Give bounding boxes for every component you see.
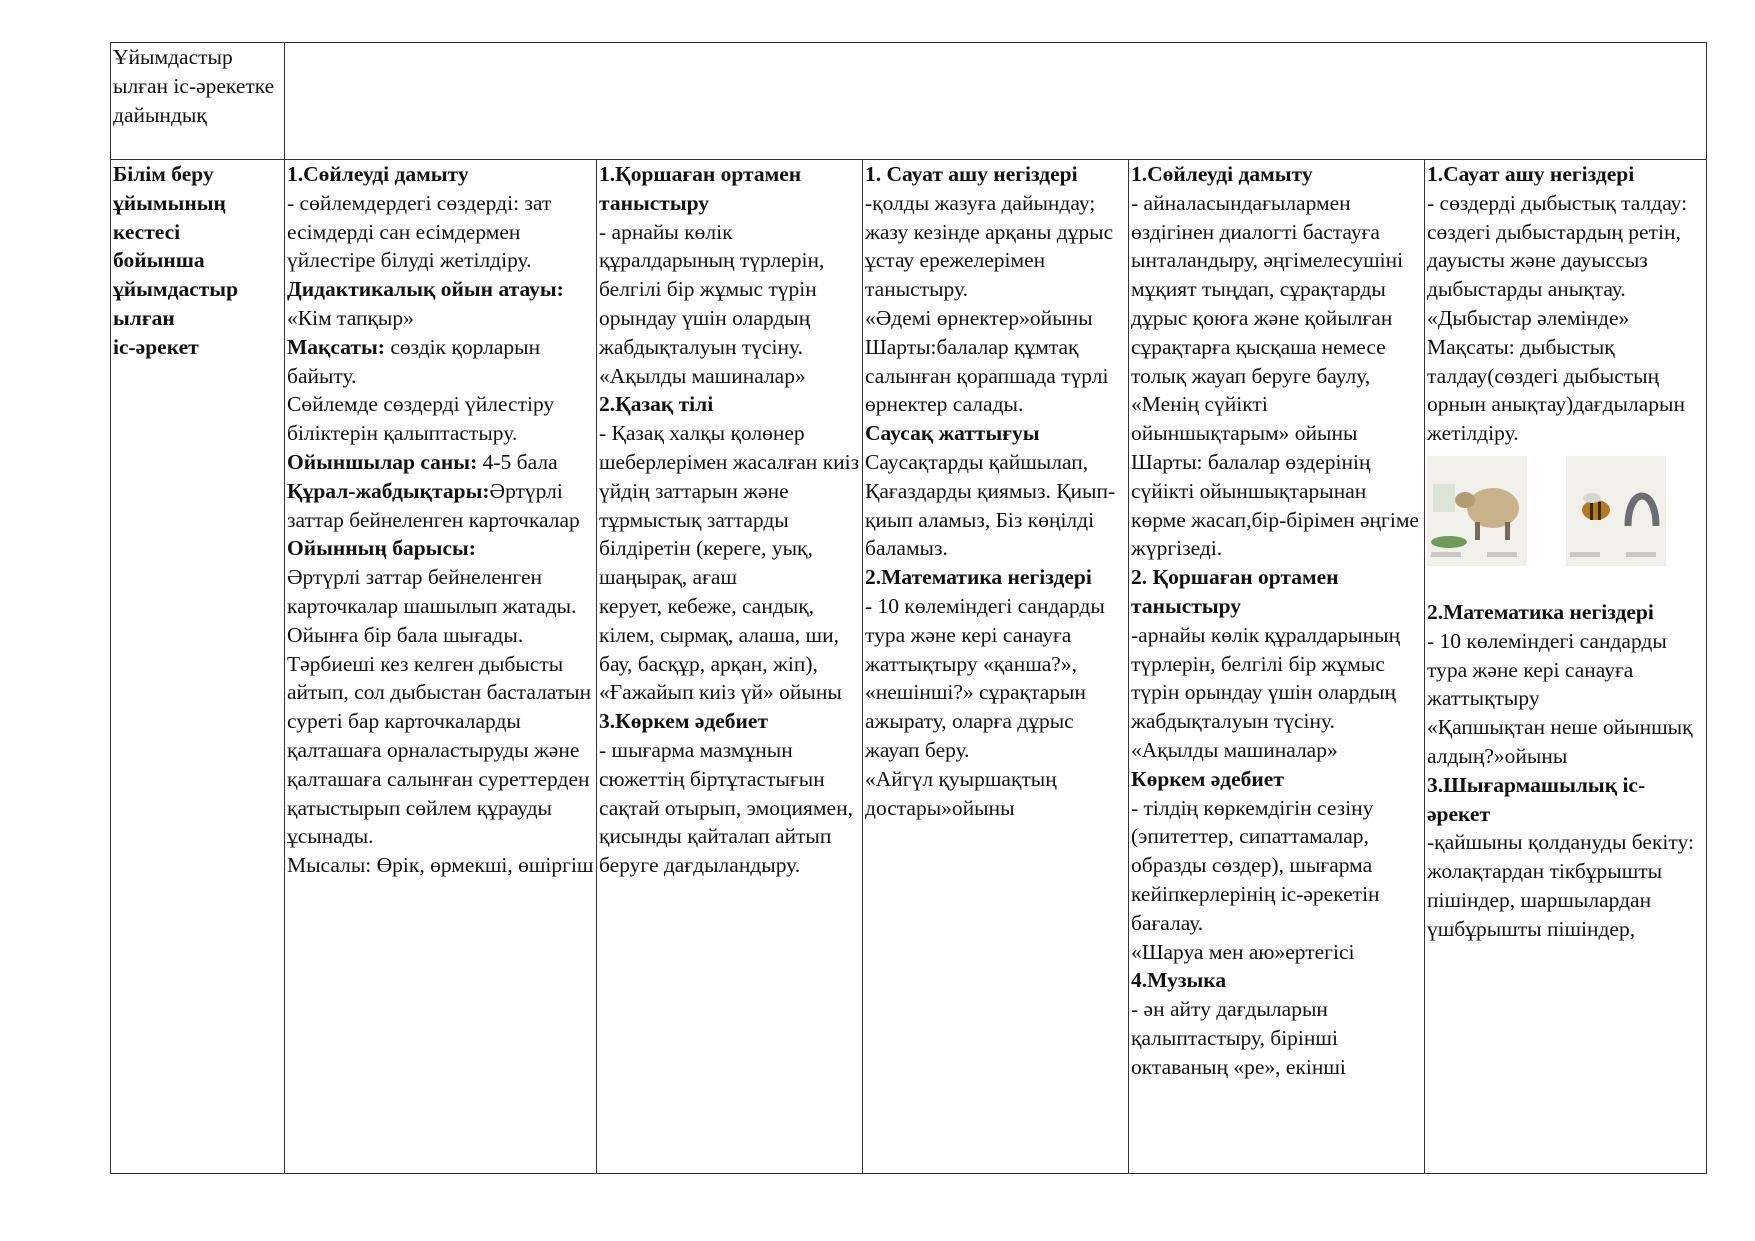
paragraph-text [1427,627,1704,713]
paragraph-text [1427,828,1704,943]
field-text: - сөздерді дыбыстық талдау: сөздегі дыбыстардың ретін, дауысты және дауыссыз дыбыстарды анықтау. [1427,190,1688,302]
section-heading [287,534,594,563]
paragraph-text [1131,736,1422,765]
field-text: 1.Қоршаған ортамен таныстыру [599,162,802,215]
paragraph-text [1131,621,1422,736]
schedule-table [110,42,1707,1174]
paragraph-text [865,304,1126,333]
field-text: «Дыбыстар әлемінде» [1427,305,1630,330]
section-heading [599,390,860,419]
friday-cell [1425,160,1707,1174]
paragraph-text [599,678,860,707]
paragraph-text [287,851,594,880]
friday-content-bottom [1427,598,1704,944]
section-heading [287,160,594,189]
paragraph-text [1427,333,1704,448]
row-label-preparation [111,43,285,160]
field-text: Ойынның барысы: [287,536,476,561]
paragraph-text [599,592,860,678]
paragraph-text [287,333,594,391]
field-text: - ән айту дағдыларын қалыптастыру, бірінші октаваның «ре», екінші [1131,997,1346,1079]
field-text: Саусақ жаттығуы [865,421,1040,446]
field-text: Мақсаты: дыбыстық талдау(сөздегі дыбыстың орнын анықтау)дағдыларын жетілдіру. [1427,334,1685,446]
paragraph-text [287,621,594,851]
section-heading [1427,598,1704,627]
tuesday-cell [597,160,863,1174]
field-text: 4.Музыка [1131,968,1227,993]
field-text: «Ақылды машиналар» [1131,737,1338,762]
field-key: Құрал-жабдықтары: [287,478,490,503]
field-text: Әртүрлі заттар бейнеленген карточкалар [287,478,580,532]
field-text: «Ғажайып киіз үй» ойыны [599,680,842,705]
field-text: Әртүрлі заттар бейнеленген карточкалар шашылып жатады. [287,565,577,618]
field-text: 1. Сауат ашу негіздері [865,162,1078,186]
paragraph-text [599,218,860,362]
paragraph-text [865,448,1126,563]
section-heading [599,160,860,218]
paragraph-text [865,189,1126,304]
section-heading [1427,771,1704,829]
paragraph-text [1131,390,1422,448]
section-heading [1427,160,1704,189]
paragraph-text [865,592,1126,765]
paragraph-text [1131,448,1422,563]
field-text: 2.Математика негіздері [1427,599,1654,624]
paragraph-text [1427,304,1704,333]
bee-horseshoe-card-image [1566,456,1666,566]
table-row [111,160,1707,1174]
field-text: 1.Сауат ашу негіздері [1427,162,1635,186]
field-text: 4-5 бала [477,449,558,474]
field-text: - Қазақ халқы қолөнер шеберлерімен жасалған киіз үйдің заттарын және тұрмыстық заттарды білдіретін (кереге, уық, шаңырақ, ағаш [599,421,860,590]
paragraph-text [599,419,860,592]
field-text: Сөйлемде сөздерді үйлестіру біліктерін қалыптастыру. [287,392,555,446]
field-text: - сөйлемдердегі сөздерді: зат есімдерді сан есімдермен үйлестіре білуді жетілдіру. [287,190,552,273]
field-text: -арнайы көлік құралдарының түрлерін, белгілі бір жұмыс түрін орындау үшін олардың жабдықталуын түсіну. [1131,622,1401,734]
paragraph-text [865,333,1126,419]
field-text: Көркем әдебиет [1131,766,1284,791]
field-text: 1.Сөйлеуді дамыту [1131,162,1313,186]
section-heading [865,563,1126,592]
paragraph-text [599,362,860,391]
field-text: - арнайы көлік құралдарының түрлерін, белгілі бір жұмыс түрін орындау үшін олардың жабдықталуын түсіну. [599,219,825,359]
field-text: - 10 көлеміндегі сандарды тура және кері санауға жаттықтыру «қанша?», «нешінші?» сұрақтарын ажырату, оларға дұрыс жауап беру. [865,593,1105,762]
paragraph-text [865,765,1126,823]
field-key: Мақсаты: [287,334,385,359]
sheep-card-image [1427,456,1527,566]
paragraph-text [287,477,594,535]
section-heading [1131,563,1422,621]
row-label-line: ұйымдастыр [113,277,239,302]
field-text: Ойынға бір бала шығады. Тәрбиеші кез келген дыбысты айтып, сол дыбыстан басталатын суреті бар карточкаларды қалташаға орналастыруды және қалташаға салынған суреттерден қатыстырып сөйлем құрауды ұсынады. [287,622,592,849]
paragraph-text [1131,995,1422,1081]
field-text: «Қапшықтан неше ойыншық алдың?»ойыны [1427,715,1693,768]
tuesday-content [599,160,860,880]
section-heading [599,707,860,736]
field-text: сөздік қорларын байыту. [287,334,541,388]
field-text: «Айгүл қуыршақтың достары»ойыны [865,766,1057,820]
paragraph-text [599,736,860,880]
thursday-content [1131,160,1422,1082]
paragraph-text [287,189,594,275]
field-text: Мысалы: Өрік, өрмекші, өшіргіш [287,853,594,878]
field-text: «Кім тапқыр» [287,305,414,330]
field-text: 2.Қазақ тілі [599,392,714,417]
field-text: - тілдің көркемдігін сезіну (эпитеттер, сипаттамалар, образды сөздер), шығарма кейіпкерлерінің іс-әрекетін бағалау. [1131,795,1380,935]
section-heading [1131,966,1422,995]
paragraph-text [1427,189,1704,304]
paragraph-text [287,275,594,333]
field-text: 3.Шығармашылық іс-әрекет [1427,772,1646,826]
section-heading [865,160,1126,189]
field-text: керует, кебеже, сандық, кілем, сырмақ, алаша, ши, бау, басқұр, арқан, жіп), [599,593,839,676]
illustration-row [1427,448,1704,598]
paragraph-text [1131,794,1422,938]
section-heading [1131,160,1422,189]
field-text: «Ақылды машиналар» [599,363,806,388]
row-label-line: ылған [113,305,175,330]
field-text: 2. Қоршаған ортамен таныстыру [1131,565,1339,618]
paragraph-text [1427,713,1704,771]
monday-cell [285,160,597,1174]
row-label-line: ұйымының [113,190,226,215]
field-text: 1.Сөйлеуді дамыту [287,162,469,186]
field-text: 3.Көркем әдебиет [599,709,769,734]
row-label-line: кестесі [113,219,181,244]
row-label-line: бойынша [113,248,205,273]
section-heading [865,419,1126,448]
field-text: «Шаруа мен аю»ертегісі [1131,939,1355,964]
field-text: - 10 көлеміндегі сандарды тура және кері санауға жаттықтыру [1427,628,1667,711]
field-key: Ойыншылар саны: [287,449,478,474]
paragraph-text [1131,938,1422,967]
row-label-activity [111,160,285,1174]
field-text: -қолды жазуға дайындау; жазу кезінде арқаны дұрыс ұстау ережелерімен таныстыру. [865,190,1114,302]
field-text: Шарты:балалар құмтақ салынған қорапшада түрлі өрнектер салады. [865,334,1109,417]
thursday-cell [1129,160,1425,1174]
row-label-text: Ұйымдастыр ылған іс-әрекетке дайындық [113,45,275,127]
paragraph-text [287,448,594,477]
monday-content [287,160,594,880]
field-text: 2.Математика негіздері [865,565,1092,590]
field-text: -қайшыны қолдануды бекіту: жолақтардан тікбұрышты пішіндер, шаршылардан үшбұрышты пішіндер, [1427,830,1694,941]
row-label-line: Білім беру [113,162,214,186]
field-text: - айналасындағылармен өздігінен диалогті бастауға ынталандыру, әңгімелесушіні мұқият тыңдап, сұрақтарды дұрыс қоюға және қойылған сұрақтарға қысқаша немесе толық жауап беруге баулу, [1131,190,1404,388]
row-label-line: іс-әрекет [113,334,199,359]
wednesday-content [865,160,1126,822]
field-text: - шығарма мазмұнын сюжеттің біртұтастығын сақтай отырып, эмоциямен, қисынды қайталап айтып беруге дағдыландыру. [599,737,853,878]
paragraph-text [1131,189,1422,391]
field-key: Дидактикалық ойын атауы: [287,277,564,302]
field-text: «Менің сүйікті ойыншықтарым» ойыны [1131,392,1358,446]
field-text: Саусақтарды қайшылап, Қағаздарды қиямыз. Қиып-қиып аламыз, Біз көңілді баламыз. [865,449,1116,561]
field-text: Шарты: балалар өздерінің сүйікті ойыншықтарынан көрме жасап,бір-бірімен әңгіме жүргізеді. [1131,449,1419,561]
paragraph-text [287,563,594,621]
field-text: «Әдемі өрнектер»ойыны [865,305,1093,330]
table-row [111,43,1707,160]
friday-content-top [1427,160,1704,448]
paragraph-text [287,390,594,448]
wednesday-cell [863,160,1129,1174]
empty-cell [285,43,1707,160]
section-heading [1131,765,1422,794]
